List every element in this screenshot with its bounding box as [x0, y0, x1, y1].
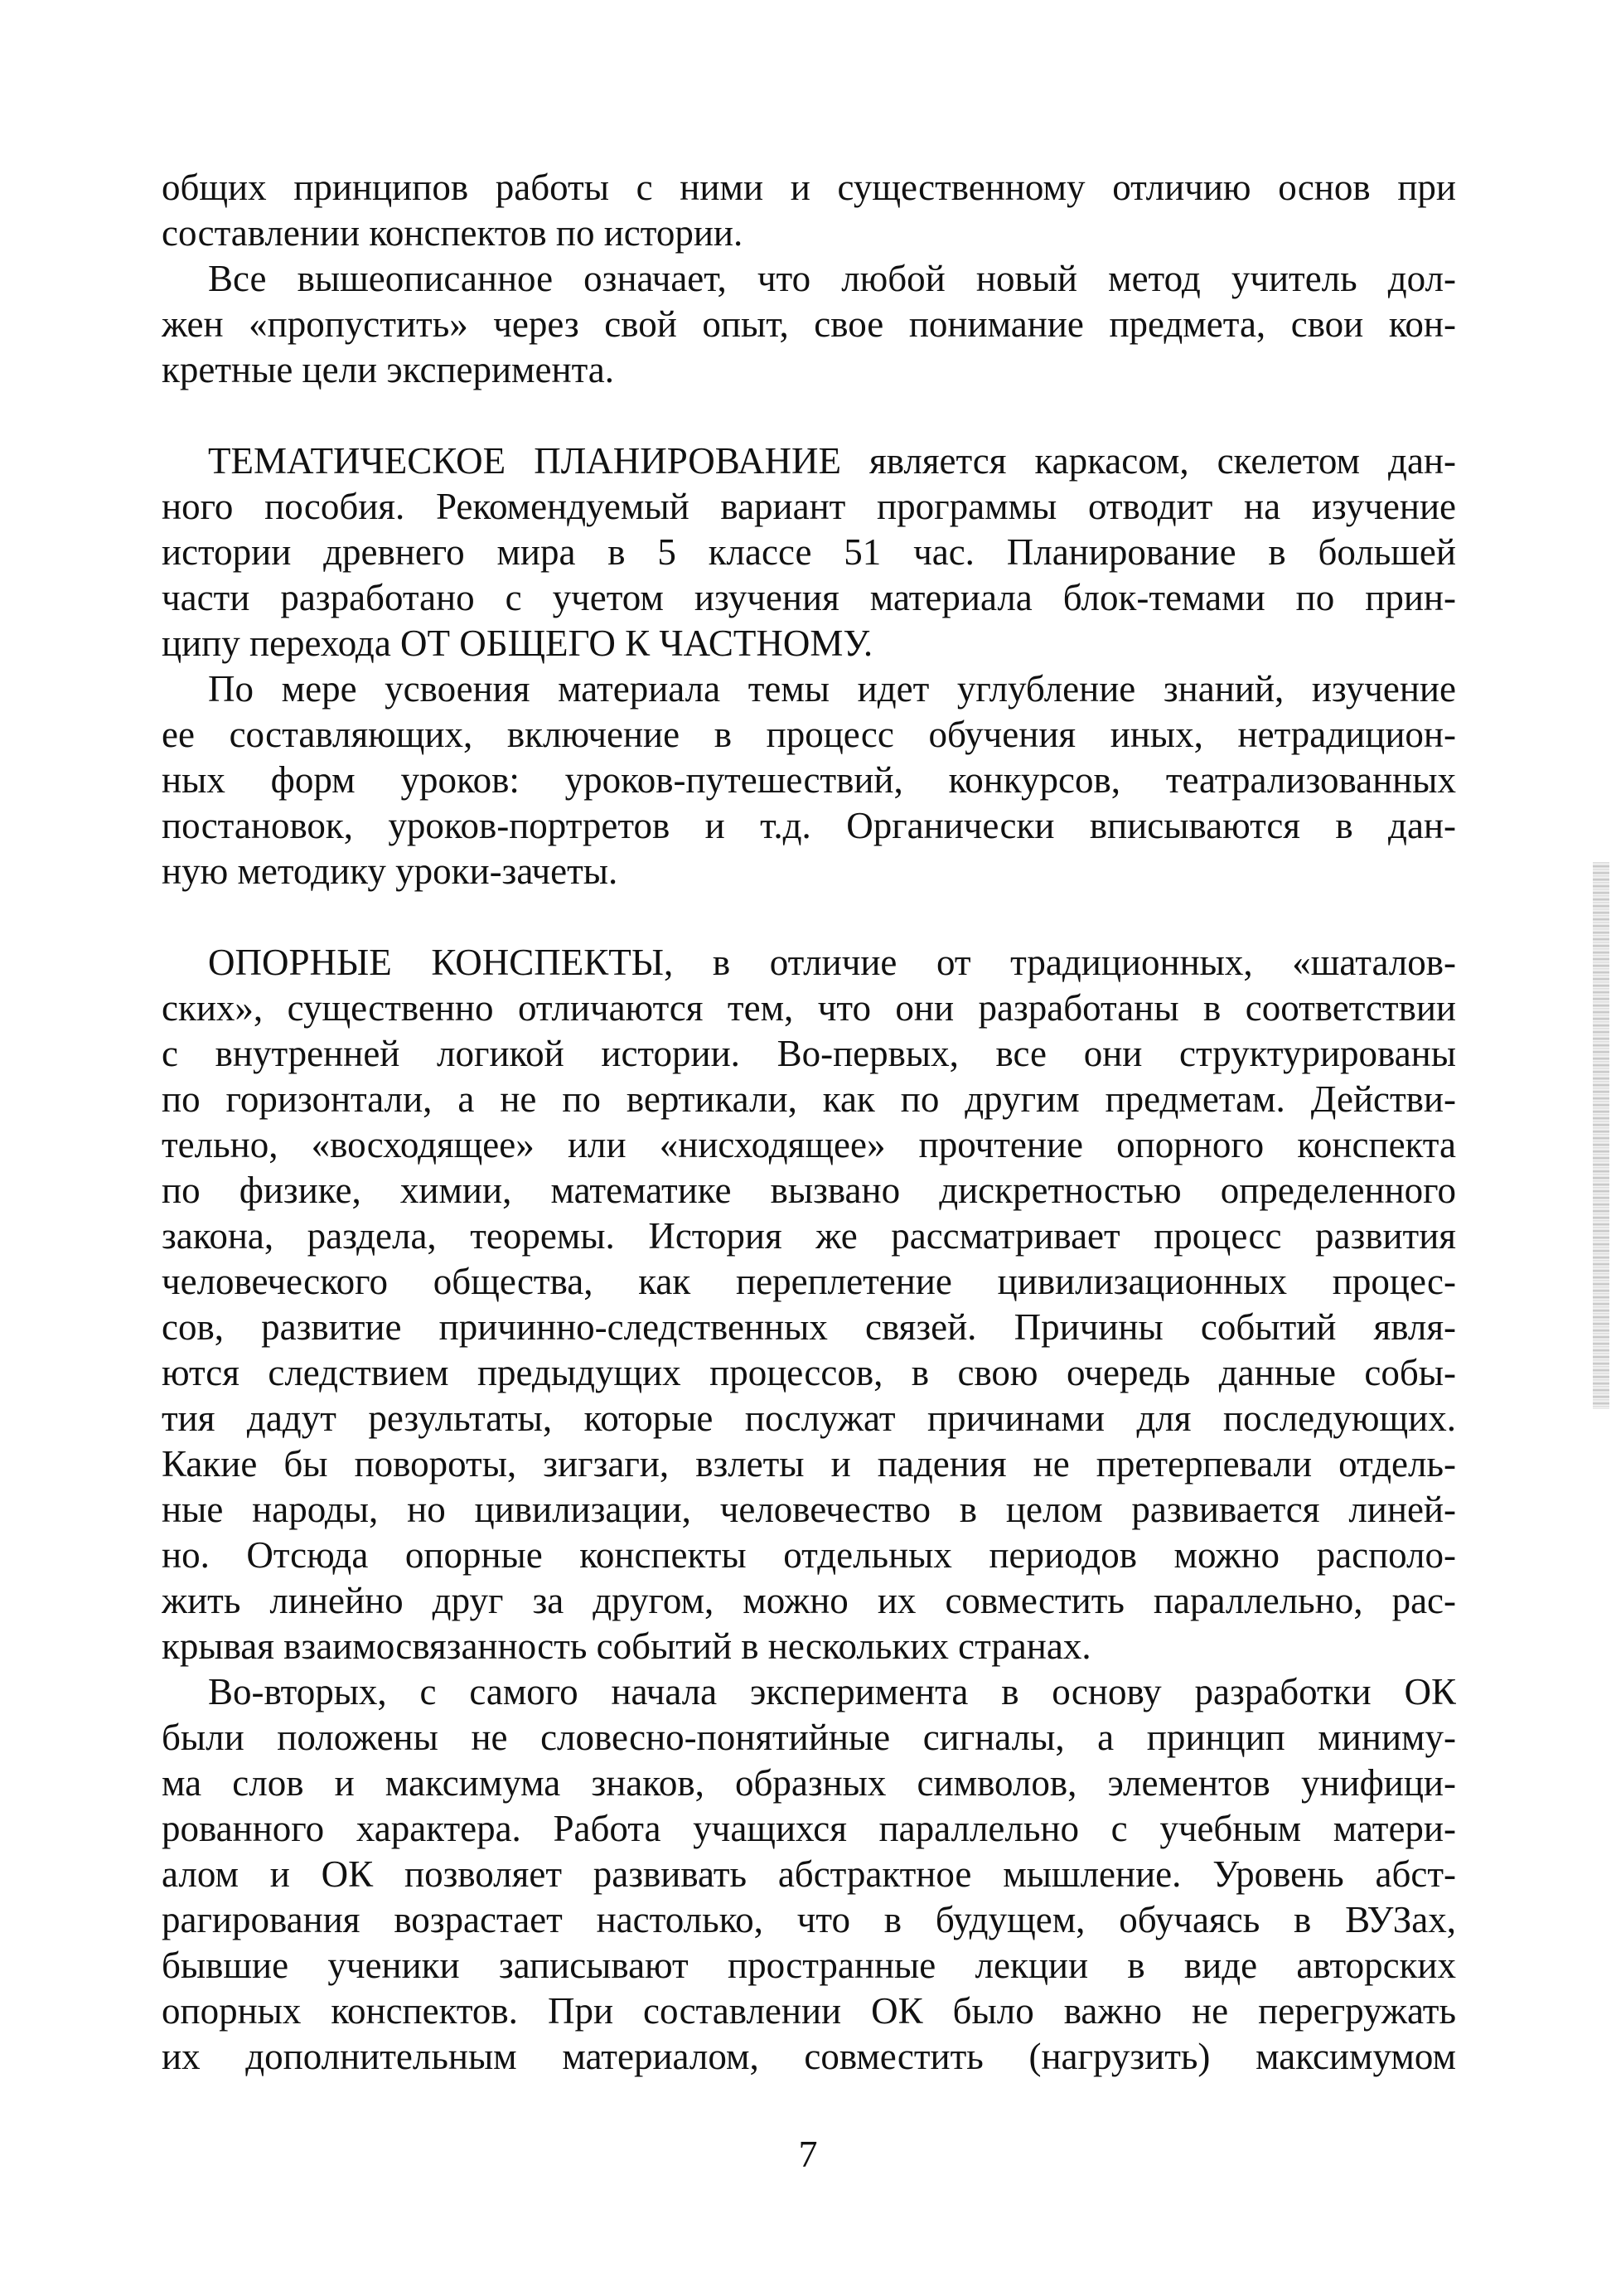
text-line: ную методику уроки-зачеты. [162, 850, 618, 892]
text-line: постановок, уроков-портретов и т.д. Органически вписываются в дан- [162, 805, 1456, 846]
text-line: были положены не словесно-понятийные сигналы, а принцип миниму- [162, 1717, 1456, 1758]
text-line: закона, раздела, теоремы. История же рассматривает процесс развития [162, 1215, 1456, 1257]
text-line: ма слов и максимума знаков, образных символов, элементов унифици- [162, 1762, 1456, 1804]
text-line: ее составляющих, включение в процесс обучения иных, нетрадицион- [162, 714, 1456, 755]
text-line: но. Отсюда опорные конспекты отдельных периодов можно располо- [162, 1534, 1456, 1576]
paragraph [162, 438, 1456, 666]
text-line: по физике, химии, математике вызвано дискретностью определенного [162, 1170, 1456, 1211]
paragraph [162, 165, 1456, 256]
text-line: ного пособия. Рекомендуемый вариант программы отводит на изучение [162, 486, 1456, 527]
text-line: тия дадут результаты, которые послужат причинами для последующих. [162, 1397, 1456, 1439]
text-line: По мере усвоения материала темы идет углубление знаний, изучение [208, 668, 1456, 710]
text-line: общих принципов работы с ними и существенному отличию основ при [162, 167, 1456, 208]
text-line: рованного характера. Работа учащихся параллельно с учебным матери- [162, 1808, 1456, 1849]
paragraph [162, 1669, 1456, 2080]
page-number: 7 [798, 2133, 818, 2175]
text-line: Какие бы повороты, зигзаги, взлеты и падения не претерпевали отдель- [162, 1443, 1456, 1485]
text-line: ских», существенно отличаются тем, что они разработаны в соответствии [162, 987, 1456, 1029]
paragraph [162, 666, 1456, 894]
text-line: их дополнительным материалом, совместить (нагрузить) максимумом [162, 2036, 1456, 2077]
text-line: с внутренней логикой истории. Во-первых, все они структурированы [162, 1033, 1456, 1074]
text-line: составлении конспектов по истории. [162, 212, 743, 254]
text-line: ципу перехода ОТ ОБЩЕГО К ЧАСТНОМУ. [162, 622, 873, 664]
text-line: сов, развитие причинно-следственных связей. Причины событий явля- [162, 1306, 1456, 1348]
text-line: истории древнего мира в 5 классе 51 час. Планирование в большей [162, 531, 1456, 573]
text-line: тельно, «восходящее» или «нисходящее» прочтение опорного конспекта [162, 1124, 1456, 1165]
text-line: по горизонтали, а не по вертикали, как по другим предметам. Действи- [162, 1078, 1456, 1120]
text-line: ных форм уроков: уроков-путешествий, конкурсов, театрализованных [162, 759, 1456, 801]
text-line: крывая взаимосвязанность событий в нескольких странах. [162, 1625, 1091, 1667]
scan-artifact-edge [1593, 862, 1609, 1409]
paragraph [162, 940, 1456, 1669]
text-line: жен «пропустить» через свой опыт, свое понимание предмета, свои кон- [162, 303, 1456, 345]
text-line: бывшие ученики записывают пространные лекции в виде авторских [162, 1945, 1456, 1986]
text-line: опорных конспектов. При составлении ОК было важно не перегружать [162, 1990, 1456, 2032]
text-line: Все вышеописанное означает, что любой новый метод учитель дол- [208, 258, 1456, 299]
text-line: алом и ОК позволяет развивать абстрактное мышление. Уровень абст- [162, 1853, 1456, 1895]
text-line: Во-вторых, с самого начала эксперимента в основу разработки ОК [208, 1671, 1456, 1712]
text-line: ные народы, но цивилизации, человечество в целом развивается линей- [162, 1489, 1456, 1530]
text-line: кретные цели эксперимента. [162, 349, 615, 390]
text-line: жить линейно друг за другом, можно их совместить параллельно, рас- [162, 1580, 1456, 1621]
text-line: ются следствием предыдущих процессов, в свою очередь данные собы- [162, 1352, 1456, 1393]
text-line: ТЕМАТИЧЕСКОЕ ПЛАНИРОВАНИЕ является каркасом, скелетом дан- [208, 440, 1456, 482]
text-line: рагирования возрастает настолько, что в будущем, обучаясь в ВУЗах, [162, 1899, 1456, 1940]
text-line: части разработано с учетом изучения материала блок-темами по прин- [162, 577, 1456, 618]
paragraph [162, 256, 1456, 393]
text-line: человеческого общества, как переплетение цивилизационных процес- [162, 1261, 1456, 1302]
text-line: ОПОРНЫЕ КОНСПЕКТЫ, в отличие от традиционных, «шаталов- [208, 942, 1456, 983]
page-body [162, 165, 1456, 2080]
